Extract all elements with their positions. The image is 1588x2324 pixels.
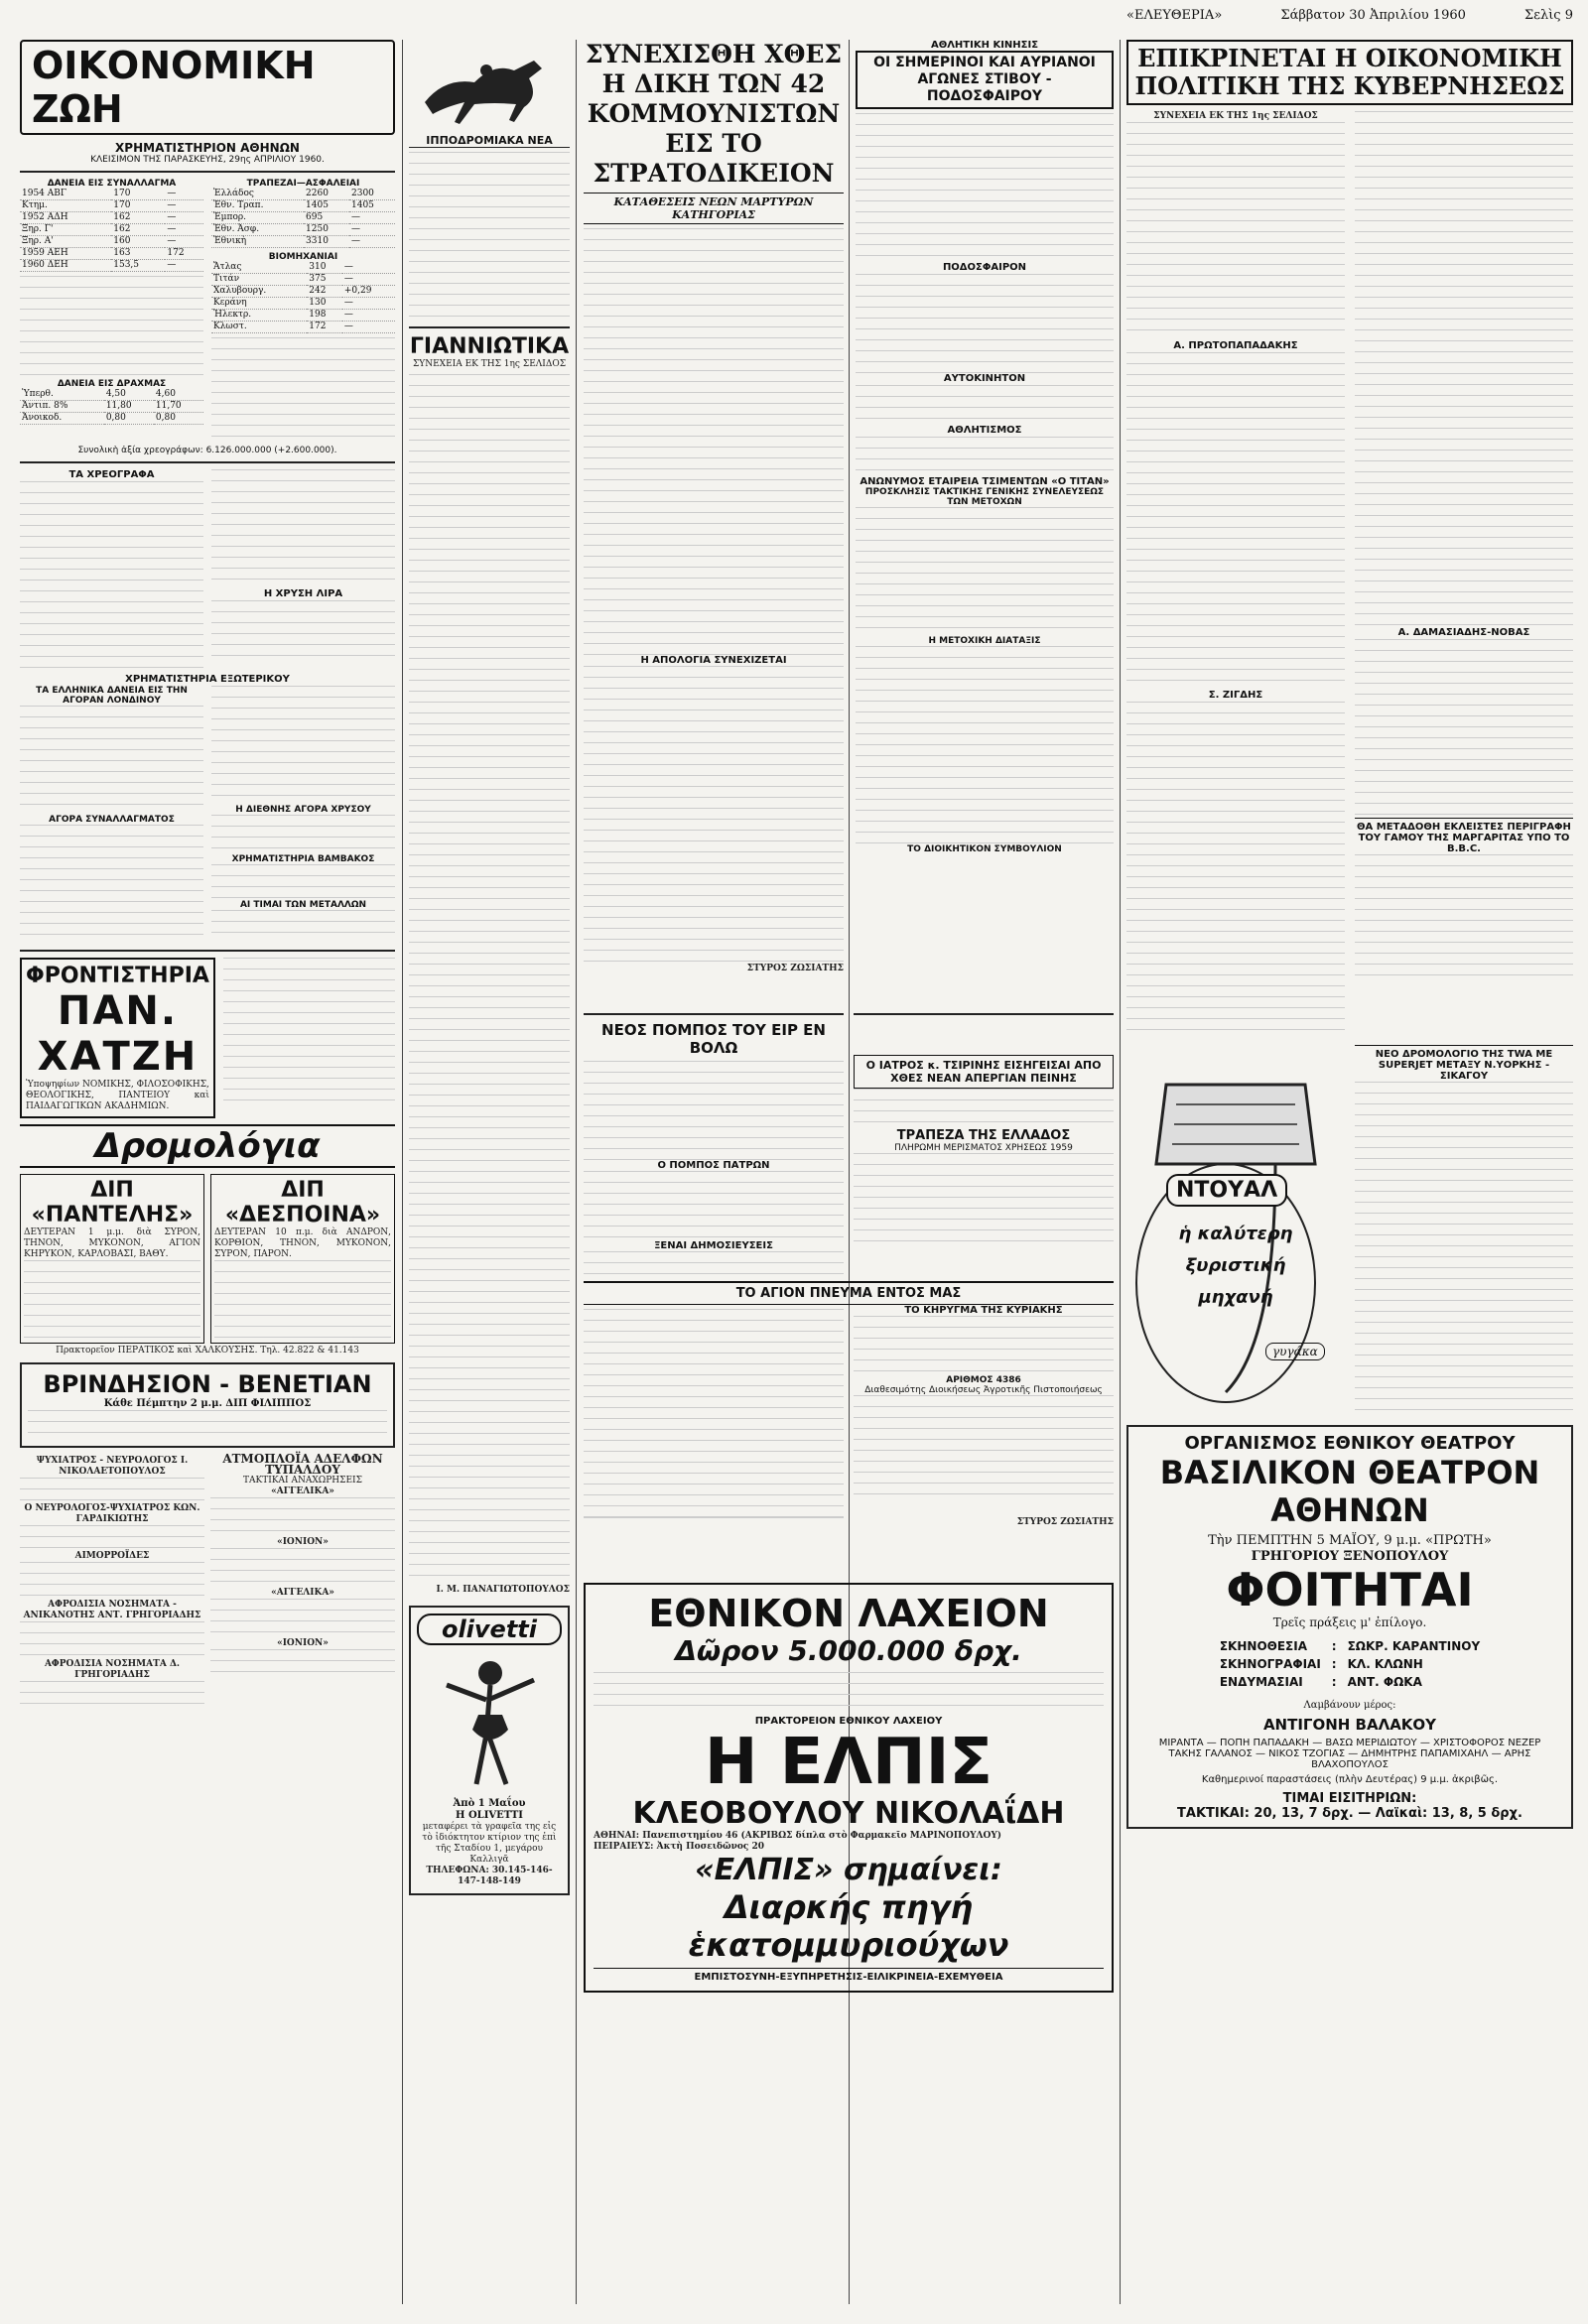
football-heading: ΠΟΔΟΣΦΑΙΡΟΝ [942,262,1027,273]
ship-name: «ΑΓΓΕΛΙΚΑ» [271,1486,334,1496]
cast-list: ΜΙΡΑΝΤΑ — ΠΟΠΗ ΠΑΠΑΔΑΚΗ — ΒΑΣΩ ΜΕΡΙΔΙΩΤΟΥ — ΧΡΙΣΤΟΦΟΡΟΣ ΝΕΖΕΡ [1158,1738,1541,1748]
table-row: Ἐθνικὴ 3310 — [211,236,395,248]
lottery-prize: Δῶρον 5.000.000 δρχ. [675,1634,1022,1667]
horse-icon [415,43,564,132]
bonds-heading: ΤΑ ΧΡΕΟΓΡΑΦΑ [68,469,155,480]
trial-headline: ΣΥΝΕΧΙΣΘΗ ΧΘΕΣ Η ΔΙΚΗ ΤΩΝ 42 ΚΟΜΜΟΥΝΙΣΤΩΝ ΕΙΣ ΤΟ ΣΤΡΑΤΟΔΙΚΕΙΟΝ [585,40,843,188]
lottery-athens-address: ΑΘΗΝΑΙ: Πανεπιστημίου 46 (ΑΚΡΙΒΩΣ δίπλα στὸ Φαρμακεῖο ΜΑΡΙΝΟΠΟΥΛΟΥ) [594,1831,1002,1841]
page-number: Σελὶς 9 [1524,8,1573,23]
lottery-owner: ΚΛΕΟΒΟΥΛΟΥ ΝΙΚΟΛΑΐΔΗ [632,1796,1065,1831]
titan-text [856,507,1114,636]
ship-name: ΔΙΠ «ΠΑΝΤΕΛΗΣ» [31,1178,194,1227]
theatre-acts: Τρεῖς πράξεις μ' ἐπίλογο. [1272,1615,1427,1629]
lottery-footer: ΕΜΠΙΣΤΟΣΥΝΗ-ΕΞΥΠΗΡΕΤΗΣΙΣ-ΕΙΛΙΚΡΙΝΕΙΑ-ΕΧΕΜΥΘΕΙΑ [594,1968,1104,1983]
ship-ad [210,1174,395,1344]
sermon-text [584,1309,844,1517]
table-filler [211,337,395,443]
table-row: Ἀντιπ. 8% 11,80 11,70 [20,401,203,413]
sermon-text-2 [854,1316,1114,1375]
theatre-organization: ΟΡΓΑΝΙΣΜΟΣ ΕΘΝΙΚΟΥ ΘΕΑΤΡΟΥ [1184,1433,1516,1454]
transmitter-text [584,1061,844,1160]
dividend-subtitle: ΠΛΗΡΩΜΗ ΜΕΡΙΣΜΑΤΟΣ ΧΡΗΣΕΩΣ 1959 [894,1143,1073,1153]
athletics-heading: ΑΘΛΗΤΙΣΜΟΣ [947,425,1022,436]
ioannina-title: ΓΙΑΝΝΙΩΤΙΚΑ [409,334,570,359]
metals-heading: ΑΙ ΤΙΜΑΙ ΤΩΝ ΜΕΤΑΛΛΩΝ [239,900,367,910]
table-row: Κλωστ. 172 — [211,322,395,333]
table-row: Ξηρ. Α' 160 — [20,236,203,248]
brindisi-title: ΒΡΙΝΔΗΣΙΟΝ - ΒΕΝΕΤΙΑΝ [43,1370,372,1398]
table-row: Ἐθν. Ἀσφ. 1250 — [211,224,395,236]
notice-office: Διαθεσιμότης Διοικήσεως Ἀγροτικῆς Πιστοποιήσεως [864,1385,1103,1395]
ship-agents: Πρακτορεῖον ΠΕΡΑΤΙΚΟΣ καὶ ΧΑΛΚΟΥΣΗΣ. Τηλ. 42.822 & 41.143 [56,1346,359,1356]
theatre-note: Καθημερινοί παραστάσεις (πλὴν Δευτέρας) 9 μ.μ. ἀκριβῶς. [1201,1774,1499,1785]
auto-text [856,385,1114,425]
section-title: ΟΙΚΟΝΟΜΙΚΗ ΖΩΗ [20,40,395,135]
athletics-text [856,437,1114,476]
theatre-name: ΒΑΣΙΛΙΚΟΝ ΘΕΑΤΡΟΝ ΑΘΗΝΩΝ [1159,1454,1540,1529]
table-row: Χαλυβουργ. 242 +0,29 [211,286,395,298]
ioannina-text [409,374,570,1585]
ship-name: «ΑΓΓΕΛΙΚΑ» [271,1588,334,1598]
stock-exchange-title: ΧΡΗΜΑΤΙΣΤΗΡΙΟΝ ΑΘΗΝΩΝ [115,141,300,155]
table-row: 1960 ΔΕΗ 153,5 — [20,260,203,272]
horse-racing-logo [409,40,570,134]
lottery-promise: Διαρκής πηγή ἑκατομμυριούχων [688,1888,1009,1964]
sports-kicker: ΑΘΛΗΤΙΚΗ ΚΙΝΗΣΙΣ [930,40,1039,51]
titan-order-heading: Η ΜΕΤΟΧΙΚΗ ΔΙΑΤΑΞΙΣ [928,636,1041,646]
theatre-date: Τὴν ΠΕΜΠΤΗΝ 5 ΜΑΪΟΥ, 9 μ.μ. «ΠΡΩΤΗ» [1208,1533,1492,1548]
cast-list-2: ΤΑΚΗΣ ΓΑΛΑΝΟΣ — ΝΙΚΟΣ ΤΖΟΓΙΑΣ — ΔΗΜΗΤΡΗΣ ΠΑΠΑΜΙΧΑΗΛ — ΑΡΗΣ ΒΛΑΧΟΠΟΥΛΟΣ [1168,1748,1531,1770]
cast-lead: ΑΝΤΙΓΟΝΗ ΒΑΛΑΚΟΥ [1262,1716,1437,1734]
ship-schedule: ΔΕΥΤΕΡΑΝ 10 π.μ. διὰ ΑΝΔΡΟΝ, ΚΟΡΘΙΟΝ, ΤΗΝΟΝ, ΜΥΚΟΝΟΝ, ΣΥΡΟΝ, ΠΑΡΟΝ. [214,1227,391,1259]
industries-table [211,262,395,333]
table-row: Ἀνοικοδ. 0,80 0,80 [20,413,203,425]
policy-text [1126,122,1345,340]
titan-heading: ΑΝΩΝΥΜΟΣ ΕΤΑΙΡΕΙΑ ΤΣΙΜΕΝΤΩΝ «Ο ΤΙΤΑΝ» [860,476,1110,487]
ship-schedule: ΔΕΥΤΕΡΑΝ 1 μ.μ. διὰ ΣΥΡΟΝ, ΤΗΝΟΝ, ΜΥΚΟΝΟΝ, ΑΓΙΟΝ ΚΗΡΥΚΟΝ, ΚΑΡΛΟΒΑΣΙ, ΒΑΘΥ. [24,1227,200,1259]
ticket-prices: ΤΑΚΤΙΚΑΙ: 20, 13, 7 δρχ. — Λαϊκαὶ: 13, 8, 5 δρχ. [1177,1806,1522,1821]
london-loans-heading: ΤΑ ΕΛΛΗΝΙΚΑ ΔΑΝΕΙΑ ΕΙΣ ΤΗΝ ΑΓΟΡΑΝ ΛΟΝΔΙΝΟΥ [36,686,188,706]
economic-policy-column [1126,40,1573,1835]
patras-transmitter-text [584,1171,844,1240]
closing-date: ΚΛΕΙΣΙΜΟΝ ΤΗΣ ΠΑΡΑΣΚΕΥΗΣ, 29ης ΑΠΡΙΛΙΟΥ 1960. [90,155,325,165]
column-rule [402,40,403,2304]
notice-text [854,1395,1114,1504]
transmitter-headline: ΝΕΟΣ ΠΟΜΠΟΣ ΤΟΥ ΕΙΡ ΕΝ ΒΟΛΩ [601,1021,826,1057]
shipping-company-ad [210,1454,395,1711]
banks-table [211,189,395,248]
tutoring-ad [20,958,215,1118]
column-rule [576,40,577,2304]
bbc-text [1355,854,1573,983]
bank-of-greece-title: ΤΡΑΠΕΖΑ ΤΗΣ ΕΛΛΑΔΟΣ [896,1128,1071,1143]
auto-heading: ΑΥΤΟΚΙΝΗΤΟΝ [943,373,1026,384]
loans-table [20,189,203,272]
dancer-illustration [417,1645,564,1794]
bonds-text-2 [211,469,395,588]
foreign-publications-text [584,1251,844,1281]
gold-market-heading: Η ΔΙΕΘΝΗΣ ΑΓΟΡΑ ΧΡΥΣΟΥ [235,805,371,815]
brindisi-ad [20,1362,395,1448]
tutoring-name: ΠΑΝ. ΧΑΤΖΗ [37,988,198,1080]
lottery-agency: ΠΡΑΚΤΟΡΕΙΟΝ ΕΘΝΙΚΟΥ ΛΑΧΕΙΟΥ [754,1716,943,1727]
author-signature: Ι. Μ. ΠΑΝΑΓΙΩΤΟΠΟΥΛΟΣ [436,1585,570,1595]
table-row: 1954 ΑΒΓ 170 — [20,189,203,200]
policy-text-3 [1126,702,1345,1039]
table-row: Ἄτλας 310 — [211,262,395,274]
masthead: «ΕΛΕΥΘΕΡΙΑ» [1126,8,1223,23]
foreign-exchanges-heading: ΧΡΗΜΑΤΙΣΤΗΡΙΑ ΕΞΩΤΕΡΙΚΟΥ [125,674,290,685]
speaker-heading: Α. ΠΡΩΤΟΠΑΠΑΔΑΚΗΣ [1173,340,1298,351]
shaver-line: ἡ καλύτερη [1178,1224,1293,1244]
tutoring-text: Ὑποψηφίων ΝΟΜΙΚΗΣ, ΦΙΛΟΣΟΦΙΚΗΣ, ΘΕΟΛΟΓΙΚΗΣ, ΠΑΝΤΕΙΟΥ καὶ ΠΑΙΔΑΓΩΓΙΚΩΝ ΑΚΑΔΗΜΙΩΝ. [26,1080,209,1111]
titan-subheading: ΠΡΟΣΚΛΗΣΙΣ ΤΑΚΤΙΚΗΣ ΓΕΝΙΚΗΣ ΣΥΝΕΛΕΥΣΕΩΣ ΤΩΝ ΜΕΤΟΧΩΝ [864,487,1105,507]
table-row: Κτημ. 170 — [20,200,203,212]
gold-sovereign-heading: Η ΧΡΥΣΗ ΛΙΡΑ [263,588,343,599]
theatre-author: ΓΡΗΓΟΡΙΟΥ ΞΕΝΟΠΟΥΛΟΥ [1251,1549,1449,1564]
ship-ad [20,1174,204,1344]
doctor-ad: ΨΥΧΙΑΤΡΟΣ - ΝΕΥΡΟΛΟΓΟΣ Ι. ΝΙΚΟΛΑΕΤΟΠΟΥΛΟΣ [36,1456,189,1477]
doctor-ad: ΑΦΡΟΔΙΣΙΑ ΝΟΣΗΜΑΤΑ Δ. ΓΡΗΓΟΡΙΑΔΗΣ [44,1659,181,1680]
doctor-ad: ΑΦΡΟΔΙΣΙΑ ΝΟΣΗΜΑΤΑ - ΑΝΙΚΑΝΟΤΗΣ ΑΝΤ. ΓΡΗΓΟΡΙΑΔΗΣ [23,1600,201,1620]
lottery-text [594,1672,1104,1712]
mid-bottom-section [584,1007,1114,1528]
london-loans-text [20,706,203,815]
sunday-sermon-heading: ΤΟ ΚΗΡΥΓΜΑ ΤΗΣ ΚΥΡΙΑΚΗΣ [904,1305,1063,1316]
table-filler [20,276,203,375]
olivetti-firm: Η OLIVETTI [456,1810,523,1821]
continuation-note: ΣΥΝΕΧΕΙΑ ΕΚ ΤΗΣ 1ης ΣΕΛΙΔΟΣ [1153,111,1318,121]
drachma-loans-title: ΔΑΝΕΙΑ ΕΙΣ ΔΡΑΧΜΑΣ [57,379,167,389]
lottery-slogan: «ΕΛΠΙΣ» σημαίνει: [695,1853,1002,1887]
horse-racing-column [409,40,570,1901]
tickets-label: ΤΙΜΑΙ ΕΙΣΙΤΗΡΙΩΝ: [1282,1791,1417,1806]
loans-table-title: ΔΑΝΕΙΑ ΕΙΣ ΣΥΝΑΛΛΑΓΜΑ [47,179,177,189]
gold-sovereign-text [211,600,395,660]
twa-heading: ΝΕΟ ΔΡΟΜΟΛΟΓΙΟ ΤΗΣ TWA ΜΕ SUPERJET ΜΕΤΑΞΥ Ν.ΥΟΡΚΗΣ - ΣΙΚΑΓΟΥ [1355,1045,1573,1082]
policy-text-2 [1126,352,1345,690]
ship-name: «ΙΟΝΙΟΝ» [277,1638,329,1648]
football-text [856,274,1114,373]
issue-date: Σάββατον 30 Ἀπριλίου 1960 [1280,8,1466,23]
twa-text [1355,1082,1573,1419]
sports-headline: ΟΙ ΣΗΜΕΡΙΝΟΙ ΚΑΙ ΑΥΡΙΑΝΟΙ ΑΓΩΝΕΣ ΣΤΙΒΟΥ - ΠΟΔΟΣΦΑΙΡΟΥ [856,51,1114,109]
shipping-company: ΑΤΜΟΠΛΟΪΑ ΑΔΕΛΦΩΝ ΤΥΠΑΛΔΟΥ [222,1452,383,1477]
table-row: Ὑπερθ. 4,50 4,60 [20,389,203,401]
doctor-ad: Ο ΝΕΥΡΟΛΟΓΟΣ-ΨΥΧΙΑΤΡΟΣ ΚΩΝ. ΓΑΡΔΙΚΙΩΤΗΣ [24,1503,200,1524]
table-row: 1959 ΑΕΗ 163 172 [20,248,203,260]
cotton-heading: ΧΡΗΜΑΤΙΣΤΗΡΙΑ ΒΑΜΒΑΚΟΣ [231,854,375,864]
horse-racing-text [409,152,570,321]
trial-subhead: ΚΑΤΑΘΕΣΕΙΣ ΝΕΩΝ ΜΑΡΤΥΡΩΝ ΚΑΤΗΓΟΡΙΑΣ [584,193,844,224]
shaver-ad [1126,1045,1345,1412]
table-row: Ἐμπορ. 695 — [211,212,395,224]
table-row: Κεράνη 130 — [211,298,395,310]
table-row: Τιτάν 375 — [211,274,395,286]
table-row: 1952 ΑΔΗ 162 — [20,212,203,224]
olivetti-ad [409,1606,570,1895]
speaker-heading: Α. ΔΑΜΑΣΙΑΔΗΣ-ΝΟΒΑΣ [1397,627,1530,638]
brindisi-ship: Κάθε Πέμπτην 2 μ.μ. ΔΙΠ ΦΙΛΙΠΠΟΣ [103,1398,312,1409]
tutoring-title: ΦΡΟΝΤΙΣΤΗΡΙΑ [26,964,209,988]
table-row: Ξηρ. Γ' 162 — [20,224,203,236]
shaver-line: μηχανή [1198,1287,1273,1308]
theatre-ad [1126,1425,1573,1829]
table-row: Ἑλλάδος 2260 2300 [211,189,395,200]
titan-text-2 [856,646,1114,844]
policy-text-5 [1355,639,1573,818]
shaver-line: ξυριστική [1185,1255,1286,1276]
olivetti-logo: olivetti [417,1614,562,1645]
olivetti-phone: ΤΗΛΕΦΩΝΑ: 30.145-146-147-148-149 [426,1866,553,1886]
theatre-play: ΦΟΙΤΗΤΑΙ [1226,1563,1474,1616]
economy-column [20,40,395,1711]
cast-label: Λαμβάνουν μέρος: [1303,1700,1396,1711]
author-signature: ΣΤΥΡΟΣ ΖΩΣΙΑΤΗΣ [1016,1517,1114,1527]
metals-text [211,910,395,940]
sports-text [856,113,1114,262]
fx-market-text [20,825,203,944]
speaker-heading: Σ. ΖΙΓΔΗΣ [1208,690,1263,701]
page-header [1126,8,1573,23]
ferry-schedules-heading: Δρομολόγια [20,1124,395,1168]
lottery-title: ΕΘΝΙΚΟΝ ΛΑΧΕΙΟΝ [648,1592,1049,1635]
industries-table-title: ΒΙΟΜΗΧΑΝΙΑΙ [268,252,338,262]
bbc-heading: ΘΑ ΜΕΤΑΔΟΘΗ ΕΚΛΕΙΣΤΕΣ ΠΕΡΙΓΡΑΦΗ ΤΟΥ ΓΑΜΟΥ ΤΗΣ ΜΑΡΓΑΡΙΤΑΣ ΥΠΟ ΤΟ B.B.C. [1355,818,1573,854]
bonds-text [20,481,203,670]
notice-number: ΑΡΙΘΜΟΣ 4386 [946,1375,1021,1385]
sports-column [856,40,1114,854]
policy-headline: ΕΠΙΚΡΙΝΕΤΑΙ Η ΟΙΚΟΝΟΜΙΚΗ ΠΟΛΙΤΙΚΗ ΤΗΣ ΚΥΒΕΡΝΗΣΕΩΣ [1126,40,1573,105]
lottery-agency-name: Η ΕΛΠΙΣ [704,1726,993,1799]
ship-name: «ΙΟΝΙΟΝ» [277,1537,329,1547]
lottery-piraeus-address: ΠΕΙΡΑΙΕΥΣ: Ἀκτὴ Ποσειδῶνος 20 [594,1842,765,1852]
column-text [223,958,395,1106]
table-row: Ἐθν. Τραπ. 1405 1405 [211,200,395,212]
table-row: ΣΚΗΝΟΓΡΑΦΙΑΙ : ΚΛ. ΚΛΩΝΗ [1219,1657,1423,1671]
shaver-badge: γυγάκα [1265,1343,1325,1360]
bank-text [854,1153,1114,1242]
shaver-brand: ΝΤΟΥΑΛ [1166,1174,1287,1207]
table-row: ΣΚΗΝΟΘΕΣΙΑ : ΣΩΚΡ. ΚΑΡΑΝΤΙΝΟΥ [1219,1639,1481,1653]
continuation-note: ΣΥΝΕΧΕΙΑ ΕΚ ΤΗΣ 1ης ΣΕΛΙΔΟΣ [412,359,567,369]
trial-text-2 [584,666,844,964]
author-signature: ΣΤΥΡΟΣ ΖΩΣΙΑΤΗΣ [746,964,844,973]
foreign-text [211,686,395,805]
table-row: ΕΝΔΥΜΑΣΙΑΙ : ΑΝΤ. ΦΩΚΑ [1219,1675,1422,1689]
fx-market-heading: ΑΓΟΡΑ ΣΥΝΑΛΛΑΓΜΑΤΟΣ [49,815,175,825]
table-row: Ἠλεκτρ. 198 — [211,310,395,322]
trial-text [584,228,844,655]
doctor-ad: ΑΙΜΟΡΡΟΪΔΕΣ [74,1551,150,1561]
hunger-strike-heading: Ο ΙΑΤΡΟΣ κ. ΤΣΙΡΙΝΗΣ ΕΙΣΗΓΕΙΣΑΙ ΑΠΟ ΧΘΕΣ ΝΕΑΝ ΑΠΕΡΓΙΑΝ ΠΕΙΝΗΣ [854,1055,1114,1089]
lottery-ad [584,1583,1114,1993]
credits-table [1217,1636,1483,1692]
defence-subhead: Η ΑΠΟΛΟΓΙΑ ΣΥΝΕΧΙΖΕΤΑΙ [640,655,787,666]
olivetti-text: μεταφέρει τὰ γραφεῖα της εἰς τὸ ἰδιόκτητον κτίριον της ἐπὶ τῆς Σταδίου 1, μεγάρου Καλλιγᾶ [422,1822,557,1865]
horse-racing-title: ΙΠΠΟΔΡΟΜΙΑΚΑ ΝΕΑ [409,134,570,148]
hunger-strike-text [854,1089,1114,1128]
holy-spirit-headline: ΤΟ ΑΓΙΟΝ ΠΝΕΥΜΑ ΕΝΤΟΣ ΜΑΣ [584,1281,1114,1305]
drachma-loans-table [20,389,203,425]
cotton-text [211,864,395,900]
policy-text-4 [1355,111,1573,627]
banks-table-title: ΤΡΑΠΕΖΑΙ—ΑΣΦΑΛΕΙΑΙ [246,179,360,189]
foreign-publications-heading: ΞΕΝΑΙ ΔΗΜΟΣΙΕΥΣΕΙΣ [654,1240,773,1251]
patras-transmitter-heading: Ο ΠΟΜΠΟΣ ΠΑΤΡΩΝ [657,1160,770,1171]
board-signature: ΤΟ ΔΙΟΙΚΗΤΙΚΟΝ ΣΥΜΒΟΥΛΙΟΝ [907,844,1062,854]
gold-market-text [211,815,395,854]
olivetti-date: Ἀπὸ 1 Μαΐου [453,1798,526,1809]
trial-column [584,40,844,974]
ship-name: ΔΙΠ «ΔΕΣΠΟΙΝΑ» [224,1178,381,1227]
shipping-subtitle: ΤΑΚΤΙΚΑΙ ΑΝΑΧΩΡΗΣΕΙΣ [243,1476,362,1485]
column-rule [1120,40,1121,2304]
total-value-line: Συνολικὴ ἀξία χρεογράφων: 6.126.000.000 (+2.600.000). [77,446,337,455]
